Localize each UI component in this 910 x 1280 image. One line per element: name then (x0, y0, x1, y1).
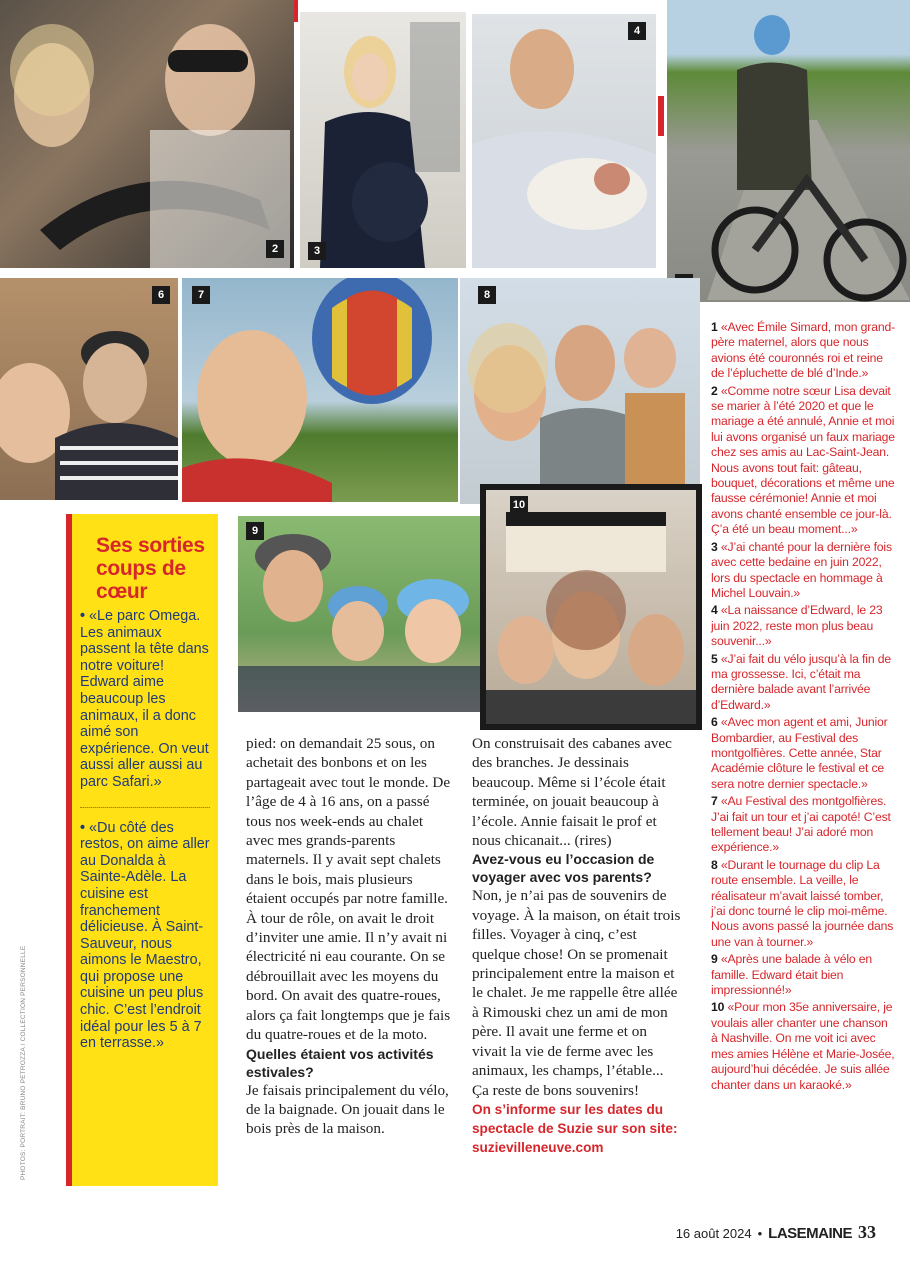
photo-7 (182, 278, 458, 502)
photo-8 (460, 278, 700, 504)
caption-text: «Comme notre sœur Lisa devait se marier à l’été 2020 et que le mariage a été annulé, Annie et moi lui avons organisé un faux mariage chez ses amis au Lac-Saint-Jean. Nous avons tout fait: gâteau, bouquet, décorations et même une fausse cérémonie! Annie et moi avons chanté ensemble ce jour-là. Ç’a été un beau moment...» (711, 383, 895, 537)
favorite-outings-box (66, 514, 218, 1186)
footer-separator: • (757, 1226, 763, 1241)
caption-number: 8 (711, 857, 718, 872)
sidebar-stripe (66, 514, 72, 1186)
caption-9 (711, 952, 897, 998)
photo-2 (0, 0, 294, 268)
caption-text: «Au Festival des montgolfières. J’ai fait un tour et j’ai capoté! C’est tellement beau! J’ai adoré mon expérience.» (711, 794, 891, 855)
photo-4 (472, 14, 656, 268)
caption-number: 1 (711, 320, 718, 334)
caption-number: 2 (711, 383, 718, 398)
caption-5 (711, 652, 897, 714)
interview-question: Quelles étaient vos activités estivales? (246, 1045, 434, 1080)
issue-date: 16 août 2024 (675, 1226, 752, 1241)
sidebar-item-parc-omega (80, 608, 210, 791)
photo-number: 6 (152, 286, 170, 304)
divider-tick (658, 96, 664, 136)
photo-number: 9 (246, 522, 264, 540)
website-callout: On s’informe sur les dates du spectacle de Suzie sur son site: suzievilleneuve.com (472, 1101, 678, 1155)
photo-7-image (182, 278, 458, 502)
caption-text: «La naissance d’Edward, le 23 juin 2022, reste mon plus beau souvenir...» (711, 603, 883, 649)
divider-tick (294, 0, 298, 22)
caption-text: «Avec Émile Simard, mon grand-père maternel, alors que nous avions été couronnés roi et reine de l’épluchette de blé d’Inde.» (711, 320, 895, 381)
photo-6 (0, 278, 178, 500)
caption-2 (711, 384, 897, 538)
photo-9-image (238, 516, 482, 712)
caption-text: «Après une balade à vélo en famille. Edward était bien impressionné!» (711, 952, 873, 998)
caption-text: «Avec mon agent et ami, Junior Bombardier, au Festival des montgolfières. Cette année, Star Académie clôture le festival et ce sera notre dernier spectacle.» (711, 715, 888, 791)
bullet: • (80, 608, 90, 624)
sidebar-item-text: «Du côté des restos, on aime aller au Donalda à Sainte-Adèle. La cuisine est franchement délicieuse. À Saint-Sauveur, nous aimons le Maestro, qui propose une cuisine un peu plus chic. C’est l’endroit idéal pour les 5 à 7 en terrasse.» (80, 819, 210, 1052)
photo-number: 4 (628, 22, 646, 40)
caption-7 (711, 794, 897, 856)
photo-number: 10 (510, 496, 528, 514)
caption-number: 6 (711, 715, 718, 730)
article-paragraph: Non, je n’ai pas de souvenirs de voyage. À la maison, on était trois filles. Voyager à cinq, c’est quelque chose! On se promenait principalement entre la maison et le chalet. Je me rappelle être allée à Rimouski chez un ami de mon père. Il avait une ferme et on vivait la vie de ferme avec les animaux, les champs, l’étable... Ça reste de bons souvenirs! (472, 887, 681, 1099)
photo-number: 7 (192, 286, 210, 304)
photo-6-image (0, 278, 178, 500)
caption-8 (711, 858, 897, 950)
photo-captions (711, 320, 897, 1095)
photo-4-image (472, 14, 656, 268)
caption-number: 5 (711, 651, 718, 666)
photo-5-image (667, 0, 910, 302)
photo-3 (300, 12, 466, 268)
sidebar-title: Ses sorties coups de cœur (96, 534, 205, 603)
article-paragraph: On construisait des cabanes avec des branches. Je dessinais beaucoup. Même si l’école était terminée, on jouait beaucoup à l’école. Annie faisait le prof et nous chicanait... (rires) (472, 735, 672, 850)
caption-text: «J’ai fait du vélo jusqu’à la fin de ma grossesse. Ici, c’était ma dernière balade avant l’arrivée d’Edward.» (711, 651, 891, 712)
article-paragraph: pied: on demandait 25 sous, on achetait des bonbons et on les partageait avec tout le monde. De l’âge de 4 à 16 ans, on a passé tous nos week-ends au chalet avec mes grands-parents maternels. Il y avait sept chalets dans le bois, mais plusieurs étaient occupés par notre famille. À tour de rôle, on avait le droit d’inviter une amie. Il n’y avait ni électricité ni eau courante. On se débrouillait avec les moyens du bord. On avait des quatre-roues, alors ça fait longtemps que je fais du quatre-roues et de la moto. (246, 735, 451, 1044)
caption-number: 10 (711, 1000, 725, 1015)
caption-text: «Pour mon 35e anniversaire, je voulais aller chanter une chanson à Nashville. On me voit ici avec mes amies Hélène et Marie-Josée, aujourd’hui décédée. Je suis allée chanter dans un karaoké.» (711, 1000, 895, 1092)
magazine-logo: LASEMAINE (768, 1225, 852, 1242)
caption-text: «Durant le tournage du clip La route ensemble. La veille, le réalisateur m’avait laissé tomber, j’ai donc tourné le clip moi-même. Nous avons passé la journée dans une van à tourner.» (711, 857, 894, 949)
bullet: • (80, 819, 90, 836)
article-column-2 (472, 734, 682, 1157)
photo-credit: PHOTOS: PORTRAIT: BRUNO PETROZZA / COLLECTION PERSONNELLE (20, 945, 27, 1180)
caption-3 (711, 540, 897, 602)
photo-2-image (0, 0, 294, 268)
photo-10 (480, 484, 702, 730)
photo-number: 2 (266, 240, 284, 258)
article-column-1 (246, 734, 454, 1139)
page-footer (676, 1222, 876, 1243)
caption-6 (711, 715, 897, 792)
caption-10 (711, 1000, 897, 1092)
photo-3-image (300, 12, 466, 268)
sidebar-divider (80, 807, 210, 808)
interview-question: Avez-vous eu l’occasion de voyager avec vos parents? (472, 851, 655, 886)
caption-1 (711, 320, 897, 382)
photo-9 (238, 516, 482, 712)
caption-number: 7 (711, 794, 718, 809)
page-number: 33 (858, 1222, 876, 1242)
photo-number: 3 (308, 242, 326, 260)
sidebar-item-restos (80, 820, 210, 1052)
photo-10-image (486, 490, 696, 724)
photo-number: 8 (478, 286, 496, 304)
photo-8-image (460, 278, 700, 504)
photo-5 (667, 0, 910, 302)
caption-number: 4 (711, 603, 718, 618)
photo-10-frame (486, 490, 696, 724)
article-paragraph: Je faisais principalement du vélo, de la baignade. On jouait dans le bois près de la maison. (246, 1081, 449, 1138)
caption-4 (711, 603, 897, 649)
sidebar-item-text: «Le parc Omega. Les animaux passent la tête dans notre voiture! Edward aime beaucoup les animaux, il a donc aimé son expérience. On veut aussi aller aussi au parc Safari.» (80, 608, 209, 790)
caption-number: 9 (711, 952, 718, 967)
caption-text: «J’ai chanté pour la dernière fois avec cette bedaine en juin 2022, lors du spectacle en hommage à Michel Louvain.» (711, 539, 892, 600)
caption-number: 3 (711, 539, 718, 554)
